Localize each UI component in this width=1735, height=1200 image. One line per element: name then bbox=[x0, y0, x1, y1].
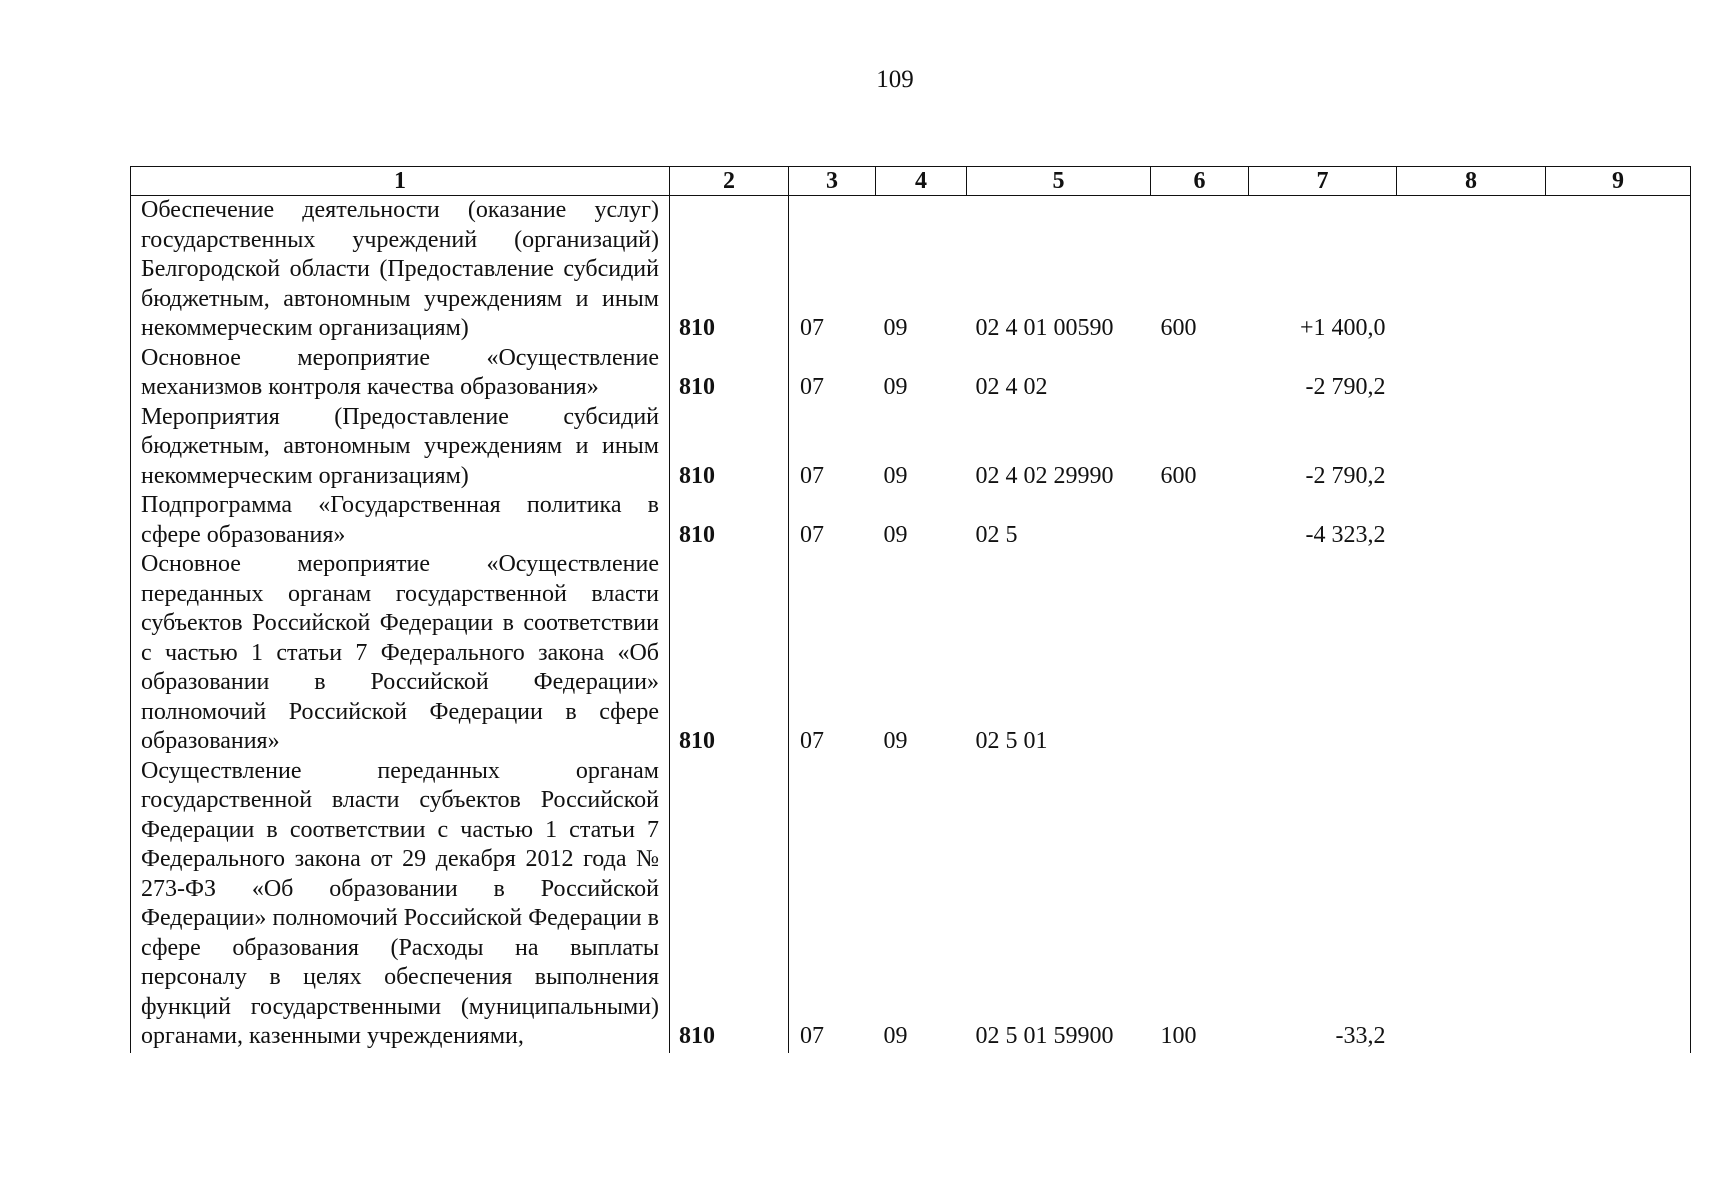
column-header-9: 9 bbox=[1546, 167, 1691, 196]
subsection-code: 09 bbox=[883, 315, 908, 341]
column-8-value bbox=[1397, 550, 1546, 757]
expense-type-code: 600 bbox=[1160, 315, 1197, 341]
column-9-value bbox=[1546, 196, 1691, 344]
page-number: 109 bbox=[876, 66, 914, 93]
subsection-code: 09 bbox=[883, 728, 908, 754]
subsection-code: 09 bbox=[883, 521, 908, 548]
subsection-code: 09 bbox=[883, 374, 908, 400]
target-item-code: 02 5 01 59900 bbox=[975, 1023, 1114, 1049]
column-8-value bbox=[1397, 196, 1546, 344]
ministry-code: 810 bbox=[670, 550, 789, 757]
column-9-value bbox=[1546, 550, 1691, 757]
section-code: 07 bbox=[800, 462, 824, 489]
section-code: 07 bbox=[800, 374, 824, 400]
column-header-4: 4 bbox=[876, 167, 967, 196]
expense-type-code bbox=[1151, 344, 1249, 403]
expense-type-code: 100 bbox=[1160, 1023, 1197, 1049]
amount-change: -2 790,2 bbox=[1305, 462, 1386, 489]
ministry-code: 810 bbox=[670, 344, 789, 403]
section-code: 07 bbox=[800, 1023, 824, 1049]
column-header-1: 1 bbox=[131, 167, 670, 196]
column-8-value bbox=[1397, 757, 1546, 1053]
section-code: 07 bbox=[800, 315, 824, 341]
column-8-value bbox=[1397, 403, 1546, 492]
ministry-code: 810 bbox=[670, 757, 789, 1053]
table-row bbox=[131, 344, 1691, 403]
subsection-code: 09 bbox=[883, 1023, 908, 1049]
item-name: Мероприятия (Предоставление субсидий бюджетным, автономным учреждениям и иным некоммерческим организациям) bbox=[131, 403, 670, 492]
table-row bbox=[131, 403, 1691, 492]
column-9-value bbox=[1546, 403, 1691, 492]
table-header-row bbox=[131, 167, 1691, 196]
column-9-value bbox=[1546, 344, 1691, 403]
table-row bbox=[131, 491, 1691, 550]
expense-type-code bbox=[1151, 550, 1249, 757]
amount-change: -4 323,2 bbox=[1305, 521, 1386, 548]
table-row bbox=[131, 196, 1691, 344]
target-item-code: 02 4 01 00590 bbox=[975, 315, 1114, 341]
column-8-value bbox=[1397, 491, 1546, 550]
item-name: Осуществление переданных органам государственной власти субъектов Российской Федерации в соответствии с частью 1 статьи 7 Федерального закона от 29 декабря 2012 года № 273-ФЗ «Об образовании в Российской Федерации» полномочий Российской Федерации в сфере образования (Расходы на выплаты персоналу в целях обеспечения выполнения функций государственными (муниципальными) органами, казенными учреждениями, bbox=[131, 757, 670, 1053]
target-item-code: 02 5 bbox=[975, 521, 1018, 548]
ministry-code: 810 bbox=[670, 491, 789, 550]
column-9-value bbox=[1546, 757, 1691, 1053]
ministry-code: 810 bbox=[670, 403, 789, 492]
item-name: Основное мероприятие «Осуществление переданных органам государственной власти субъектов Российской Федерации в соответствии с частью 1 статьи 7 Федерального закона «Об образовании в Российской Федерации» полномочий Российской Федерации в сфере образования» bbox=[131, 550, 670, 757]
section-code: 07 bbox=[800, 728, 824, 754]
amount-change: -2 790,2 bbox=[1305, 374, 1386, 400]
column-header-2: 2 bbox=[670, 167, 789, 196]
expense-type-code bbox=[1151, 491, 1249, 550]
section-code: 07 bbox=[800, 521, 824, 548]
item-name: Основное мероприятие «Осуществление механизмов контроля качества образования» bbox=[131, 344, 670, 403]
item-name: Обеспечение деятельности (оказание услуг) государственных учреждений (организаций) Белгородской области (Предоставление субсидий бюджетным, автономным учреждениям и иным некоммерческим организациям) bbox=[131, 196, 670, 344]
item-name: Подпрограмма «Государственная политика в сфере образования» bbox=[131, 491, 670, 550]
column-header-7: 7 bbox=[1249, 167, 1397, 196]
amount-change bbox=[1249, 550, 1397, 757]
column-header-5: 5 bbox=[967, 167, 1151, 196]
budget-table bbox=[130, 166, 1691, 1053]
column-9-value bbox=[1546, 491, 1691, 550]
table-row bbox=[131, 757, 1691, 1053]
column-8-value bbox=[1397, 344, 1546, 403]
ministry-code: 810 bbox=[670, 196, 789, 344]
target-item-code: 02 4 02 29990 bbox=[975, 462, 1114, 489]
column-header-6: 6 bbox=[1151, 167, 1249, 196]
expense-type-code: 600 bbox=[1160, 462, 1197, 489]
subsection-code: 09 bbox=[883, 462, 908, 489]
table-row bbox=[131, 550, 1691, 757]
target-item-code: 02 4 02 bbox=[975, 374, 1048, 400]
amount-change: +1 400,0 bbox=[1299, 315, 1386, 341]
column-header-3: 3 bbox=[789, 167, 876, 196]
target-item-code: 02 5 01 bbox=[975, 728, 1048, 754]
column-header-8: 8 bbox=[1397, 167, 1546, 196]
amount-change: -33,2 bbox=[1335, 1023, 1386, 1049]
